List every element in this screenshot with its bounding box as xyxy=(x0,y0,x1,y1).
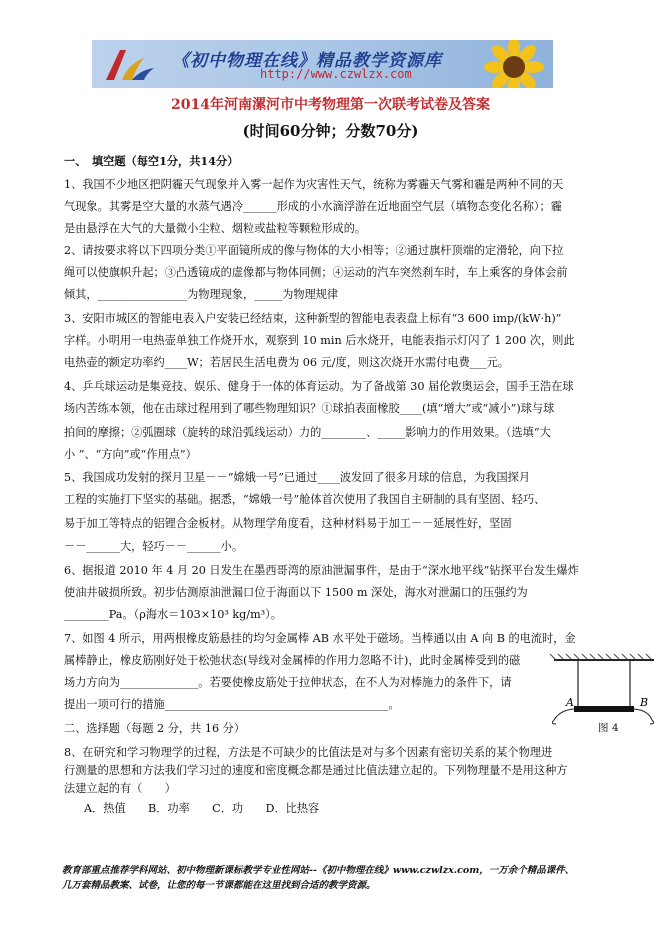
body-line: 场力方向为______________。若要使橡皮筋处于拉伸状态，在不人为对棒施力的条件下，请 xyxy=(64,676,512,689)
exam-title: 2014年河南漯河市中考物理第一次联考试卷及答案 xyxy=(171,97,490,113)
question-8-options: A．热值 B．功率 C．功 D．比热容 xyxy=(84,802,320,815)
body-line: 6、据报道 2010 年 4 月 20 日发生在墨西哥湾的原油泄漏事件，是由于“深水地平线”钻探平台发生爆炸 xyxy=(64,564,579,577)
figure-label-a: A xyxy=(566,696,574,709)
figure-label-b: B xyxy=(640,696,649,709)
body-line: 2、请按要求将以下四项分类①平面镜所成的像与物体的大小相等；②通过旗杆顶端的定滑轮，向下拉 xyxy=(64,244,564,257)
section-1-heading: 一、 填空题（每空1分，共14分） xyxy=(64,154,239,168)
figure-caption: 图 4 xyxy=(598,722,619,734)
body-line: 3、安阳市城区的智能电表入户安装已经结束，这种新型的智能电表表盘上标有“3 600 imp/(kW·h)” xyxy=(64,312,562,325)
body-line: 提出一项可行的措施________________________________________。 xyxy=(64,698,400,711)
body-line: 气现象。其雾是空大量的水蒸气遇冷______形成的小水滴浮游在近地面空气层（填物态变化名称）；霾 xyxy=(64,200,562,213)
question-8-line: 法建立起的有（ ） xyxy=(64,782,176,795)
site-banner xyxy=(92,40,553,88)
body-line: 电热壶的额定功率约____W；若居民生活电费为 06 元/度，则这次烧开水需付电费___元。 xyxy=(64,356,509,369)
body-line: 场内苦练本领，他在击球过程用到了哪些物理知识？①球拍表面橡胶____(填“增大”或“减小”)球与球 xyxy=(64,402,555,415)
body-line: 使油井破损所致。初步估测原油泄漏口位于海面以下 1500 m 深处，海水对泄漏口的压强约为 xyxy=(64,586,528,599)
body-line: 拍间的摩擦；②弧圈球（旋转的球沿弧线运动）力的________、_____影响力的作用效果。（选填“大 xyxy=(64,426,551,439)
body-line: 工程的实施打下坚实的基础。据悉，“嫦娥一号”舱体首次使用了我国自主研制的具有坚固、轻巧、 xyxy=(64,493,546,506)
body-line: 属棒静止，橡皮筋刚好处于松弛状态(导线对金属棒的作用力忽略不计)，此时金属棒受到的磁 xyxy=(64,654,521,667)
body-line: 7、如图 4 所示，用两根橡皮筋悬挂的均匀金属棒 AB 水平处于磁场。当棒通以由 A 向 B 的电流时，金 xyxy=(64,632,576,645)
banner-url[interactable]: http://www.czwlzx.com xyxy=(260,67,412,81)
body-line: ________Pa。（ρ海水＝103×10³ kg/m³）。 xyxy=(64,608,282,621)
body-line: 倾其，________________为物理现象，_____为物理规律 xyxy=(64,288,339,301)
banner-title: 《初中物理在线》精品教学资源库 xyxy=(172,51,442,71)
body-line: 易于加工等特点的铝锂合金板材。从物理学角度看，这种材料易于加工－－延展性好，坚固 xyxy=(64,517,512,530)
body-line: 4、乒乓球运动是集竞技、娱乐、健身于一体的体育运动。为了备战第 30 届伦敦奥运会，国手王浩在球 xyxy=(64,380,574,393)
footer-line: 教育部重点推荐学科网站、初中物理新课标教学专业性网站--《初中物理在线》www.czwlzx.com，一万余个精品课件、 xyxy=(62,865,575,876)
body-line: 1、我国不少地区把阴霾天气现象并入雾一起作为灾害性天气，统称为雾霾天气雾和霾是两种不同的天 xyxy=(64,178,564,191)
question-8-line: 8、在研究和学习物理学的过程，方法是不可缺少的比值法是对与多个因素有密切关系的某个物理进 xyxy=(64,746,553,759)
footer-line: 几万套精品教案、试卷，让您的每一节课都能在这里找到合适的教学资源。 xyxy=(62,880,376,891)
question-8-line: 行测量的思想和方法我们学习过的速度和密度概念都是通过比值法建立起的。下列物理量不是用这种方 xyxy=(64,764,568,777)
body-line: 小 ”、“方向”或“作用点”） xyxy=(64,448,197,461)
body-line: 5、我国成功发射的探月卫星－－“嫦娥一号”已通过____波发回了很多月球的信息，为我国探月 xyxy=(64,471,531,484)
body-line: 字样。小明用一电热壶单独工作烧开水，观察到 10 min 后水烧开，电能表指示灯闪了 1 200 次，则此 xyxy=(64,334,575,347)
body-line: －－______大，轻巧－－______小。 xyxy=(64,540,244,553)
body-line: 是由悬浮在大气的大量微小尘粒、烟粒或盐粒等颗粒形成的。 xyxy=(64,222,367,235)
body-line: 绳可以使旗帜升起；③凸透镜成的虚像都与物体同侧；④运动的汽车突然刹车时，车上乘客的身体会前 xyxy=(64,266,568,279)
exam-subtitle: (时间60分钟；分数70分) xyxy=(242,122,419,140)
sunflower-icon xyxy=(481,40,547,88)
section-2-heading: 二、选择题（每题 2 分，共 16 分） xyxy=(64,722,246,735)
site-logo-icon xyxy=(102,44,158,84)
